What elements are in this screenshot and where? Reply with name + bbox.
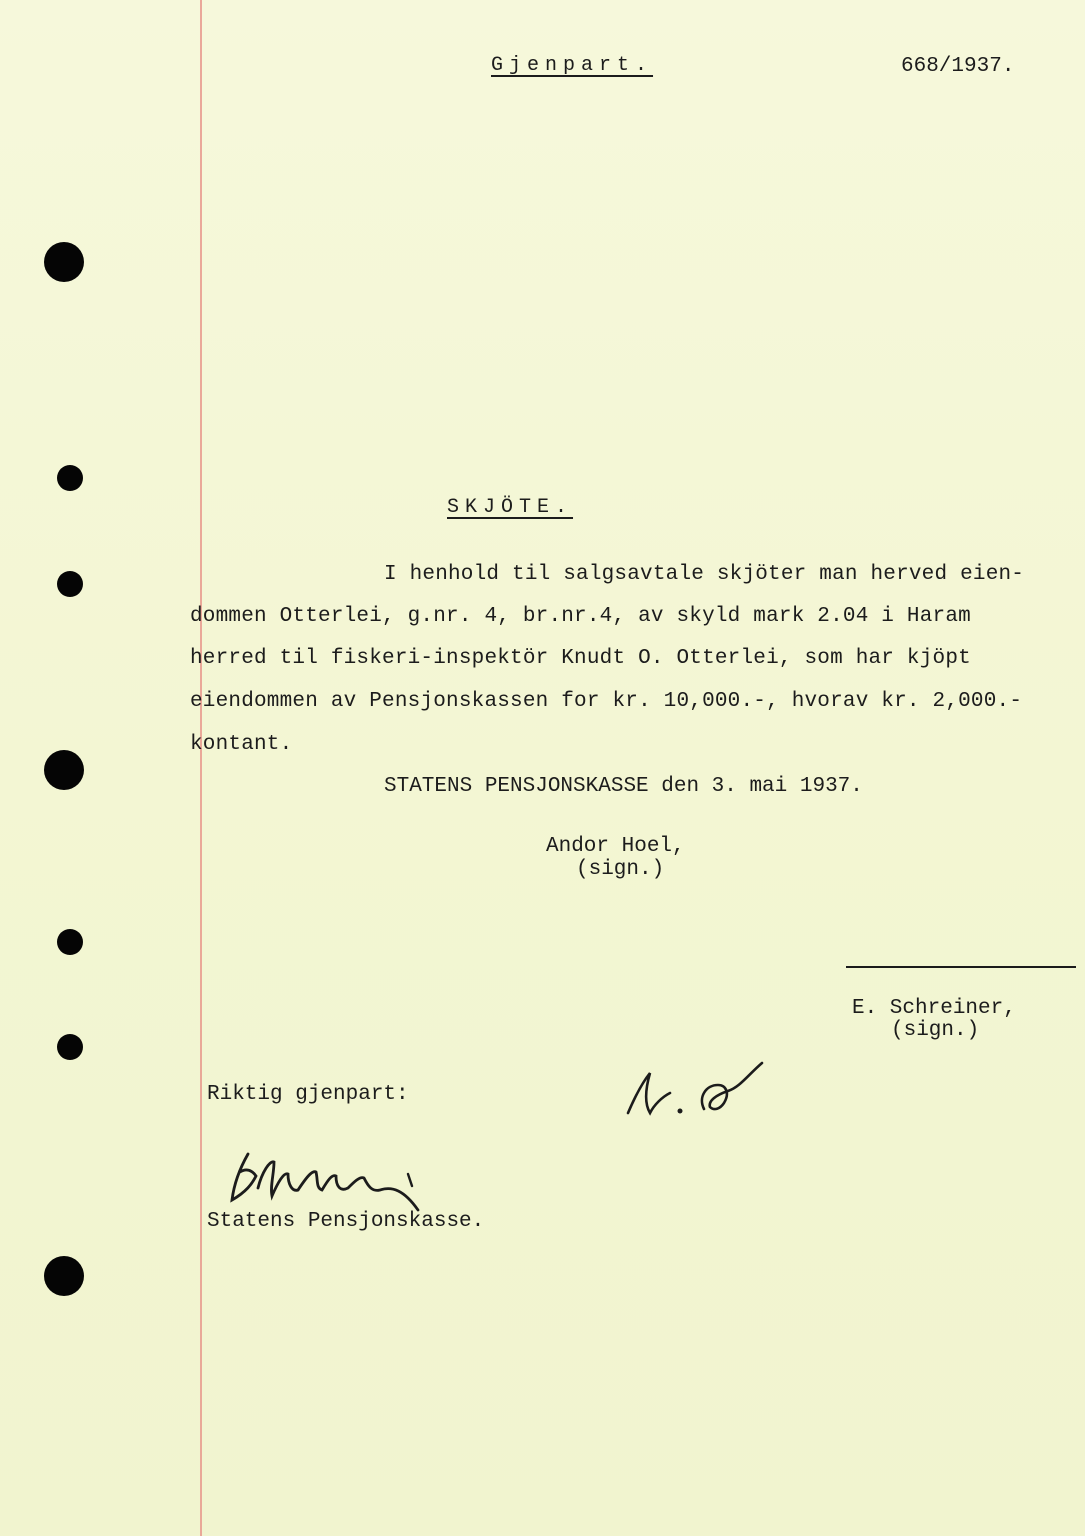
deed-heading: SKJÖTE.: [447, 496, 574, 519]
issuer-name: Statens Pensjonskasse.: [207, 1210, 485, 1233]
signature-line: [846, 966, 1076, 968]
signatory-name: Andor Hoel,: [546, 835, 685, 858]
punch-hole: [57, 929, 83, 955]
body-line: kontant.: [190, 733, 293, 756]
punch-hole: [57, 571, 83, 597]
initials-signature: [616, 1055, 776, 1127]
body-line: I henhold til salgsavtale skjöter man herved eien-: [384, 563, 1025, 586]
punch-hole: [57, 465, 83, 491]
signatory-name: E. Schreiner,: [852, 997, 1016, 1020]
reference-number: 668/1937.: [901, 55, 1015, 78]
body-line: herred til fiskeri-inspektör Knudt O. Otterlei, som har kjöpt: [190, 647, 971, 670]
signatory-note: (sign.): [576, 858, 665, 881]
signatory-note: (sign.): [891, 1019, 980, 1042]
punch-hole: [57, 1034, 83, 1060]
document-title: Gjenpart.: [491, 54, 654, 77]
body-line: eiendommen av Pensjonskassen for kr. 10,000.-, hvorav kr. 2,000.-: [190, 690, 1023, 713]
punch-hole: [44, 1256, 84, 1296]
certification-label: Riktig gjenpart:: [207, 1083, 409, 1106]
punch-hole: [44, 750, 84, 790]
punch-hole: [44, 242, 84, 282]
handwritten-signature: [222, 1140, 432, 1216]
margin-line: [200, 0, 202, 1536]
body-line: dommen Otterlei, g.nr. 4, br.nr.4, av skyld mark 2.04 i Haram: [190, 605, 971, 628]
place-date-line: STATENS PENSJONSKASSE den 3. mai 1937.: [384, 775, 863, 798]
